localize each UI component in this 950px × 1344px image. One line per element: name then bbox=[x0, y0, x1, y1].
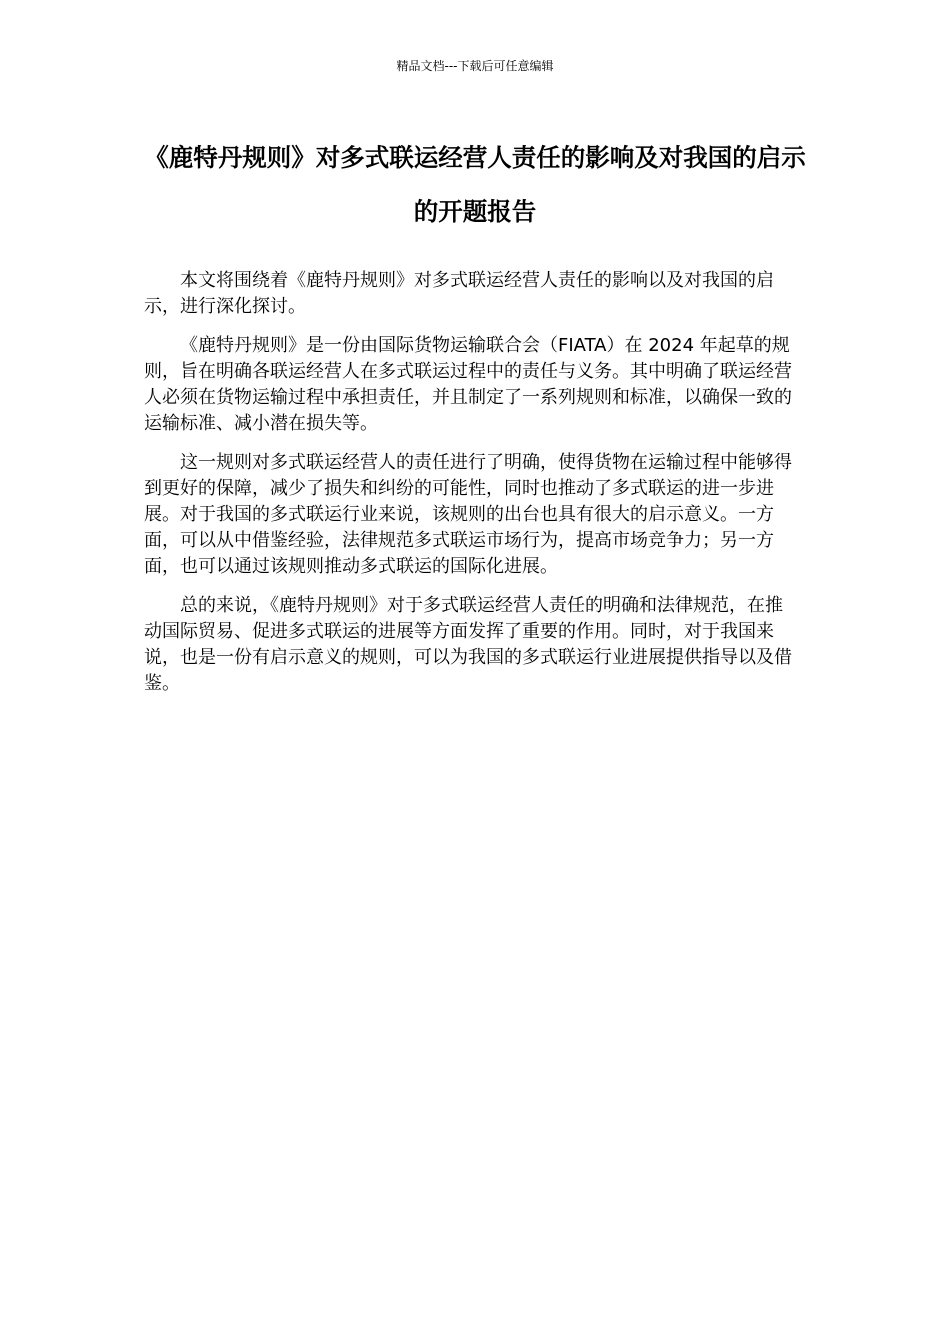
page-header: 精品文档---下载后可任意编辑 bbox=[396, 59, 554, 73]
paragraph-impact: 这一规则对多式联运经营人的责任进行了明确，使得货物在运输过程中能够得到更好的保障，减少了损失和纠纷的可能性，同时也推动了多式联运的进一步进展。对于我国的多式联运行业来说，该规则的出台也具有很大的启示意义。一方面，可以从中借鉴经验，法律规范多式联运市场行为，提高市场竞争力；另一方面，也可以通过该规则推动多式联运的国际化进展。 bbox=[144, 452, 792, 577]
paragraph-rules-description: 《鹿特丹规则》是一份由国际货物运输联合会（FIATA）在 2024 年起草的规则，旨在明确各联运经营人在多式联运过程中的责任与义务。其中明确了联运经营人必须在货物运输过程中承担责任，并且制定了一系列规则和标准，以确保一致的运输标准、减小潜在损失等。 bbox=[144, 335, 792, 434]
document-title: 《鹿特丹规则》对多式联运经营人责任的影响及对我国的启示的开题报告 bbox=[144, 143, 806, 226]
paragraph-conclusion: 总的来说，《鹿特丹规则》对于多式联运经营人责任的明确和法律规范，在推动国际贸易、促进多式联运的进展等方面发挥了重要的作用。同时，对于我国来说，也是一份有启示意义的规则，可以为我国的多式联运行业进展提供指导以及借鉴。 bbox=[144, 595, 792, 694]
paragraph-intro: 本文将围绕着《鹿特丹规则》对多式联运经营人责任的影响以及对我国的启示，进行深化探讨。 bbox=[144, 270, 774, 317]
document-body bbox=[144, 268, 796, 710]
